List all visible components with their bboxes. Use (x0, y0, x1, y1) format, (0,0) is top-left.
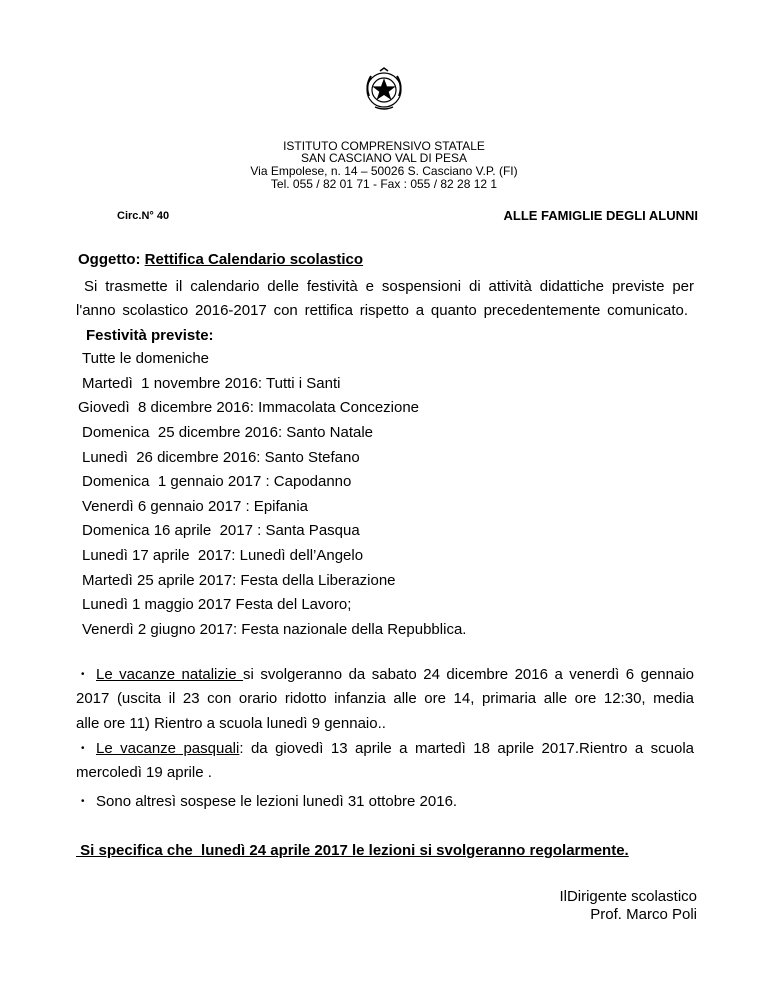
intro-line-1: Si trasmette il calendario delle festività e sospensioni di attività didattiche previste per (84, 278, 694, 295)
holiday-item: Martedì 25 aprile 2017: Festa della Liberazione (82, 572, 396, 589)
signature-name: Prof. Marco Poli (590, 906, 697, 923)
suspension-note: Sono altresì sospese le lezioni lunedì 31 ottobre 2016. (96, 793, 458, 810)
holiday-item: Domenica 16 aprile 2017 : Santa Pasqua (82, 522, 360, 539)
holidays-title: Festività previste: (86, 327, 214, 344)
regular-lessons-notice: Si specifica che lunedì 24 aprile 2017 le lezioni si svolgeranno regolarmente. (76, 842, 629, 859)
republic-emblem-icon (361, 66, 407, 112)
institute-town: SAN CASCIANO VAL DI PESA (300, 151, 468, 165)
easter-vacation-line-2: mercoledì 19 aprile . (76, 764, 212, 781)
bullet-icon: • (81, 743, 85, 754)
subject-label: Oggetto: (78, 251, 141, 268)
christmas-vacation-line-1: Le vacanze natalizie si svolgeranno da sabato 24 dicembre 2016 a venerdì 6 gennaio (96, 666, 694, 683)
institute-contacts: Tel. 055 / 82 01 71 - Fax : 055 / 82 28 12 1 (270, 177, 498, 191)
easter-vacation-line-1: Le vacanze pasquali: da giovedì 13 aprile a martedì 18 aprile 2017.Rientro a scuola (96, 740, 695, 757)
recipient: ALLE FAMIGLIE DEGLI ALUNNI (503, 208, 698, 223)
holiday-item: Tutte le domeniche (82, 350, 210, 367)
institute-address: Via Empolese, n. 14 – 50026 S. Casciano V.P. (FI) (250, 164, 518, 178)
holiday-item: Lunedì 1 maggio 2017 Festa del Lavoro; (82, 596, 352, 613)
holiday-item: Domenica 25 dicembre 2016: Santo Natale (82, 424, 374, 441)
bullet-icon: • (81, 796, 85, 807)
holiday-item: Martedì 1 novembre 2016: Tutti i Santi (82, 375, 341, 392)
holiday-item: Lunedì 26 dicembre 2016: Santo Stefano (82, 449, 360, 466)
subject-text: Rettifica Calendario scolastico (144, 251, 364, 268)
subject-line (78, 251, 363, 268)
signature-role: IlDirigente scolastico (559, 888, 697, 905)
holiday-item: Venerdì 2 giugno 2017: Festa nazionale della Repubblica. (82, 621, 467, 638)
easter-vacation-title: Le vacanze pasquali (96, 740, 240, 757)
holiday-item: Domenica 1 gennaio 2017 : Capodanno (82, 473, 352, 490)
institute-name: ISTITUTO COMPRENSIVO STATALE (283, 139, 485, 153)
christmas-vacation-line-2: 2017 (uscita il 23 con orario ridotto infanzia alle ore 14, primaria alle ore 12:30, media (76, 690, 694, 707)
christmas-vacation-title: Le vacanze natalizie (96, 666, 244, 683)
holiday-item: Lunedì 17 aprile 2017: Lunedì dell’Angelo (82, 547, 364, 564)
intro-line-2: l'anno scolastico 2016-2017 con rettifica rispetto a quanto precedentemente comunicato. (76, 302, 688, 319)
holiday-item: Giovedì 8 dicembre 2016: Immacolata Concezione (78, 399, 420, 416)
christmas-vacation-line-3: alle ore 11) Rientro a scuola lunedì 9 gennaio.. (76, 715, 386, 732)
bullet-icon: • (81, 669, 85, 680)
holiday-item: Venerdì 6 gennaio 2017 : Epifania (82, 498, 309, 515)
circular-number: Circ.N° 40 (117, 210, 170, 222)
